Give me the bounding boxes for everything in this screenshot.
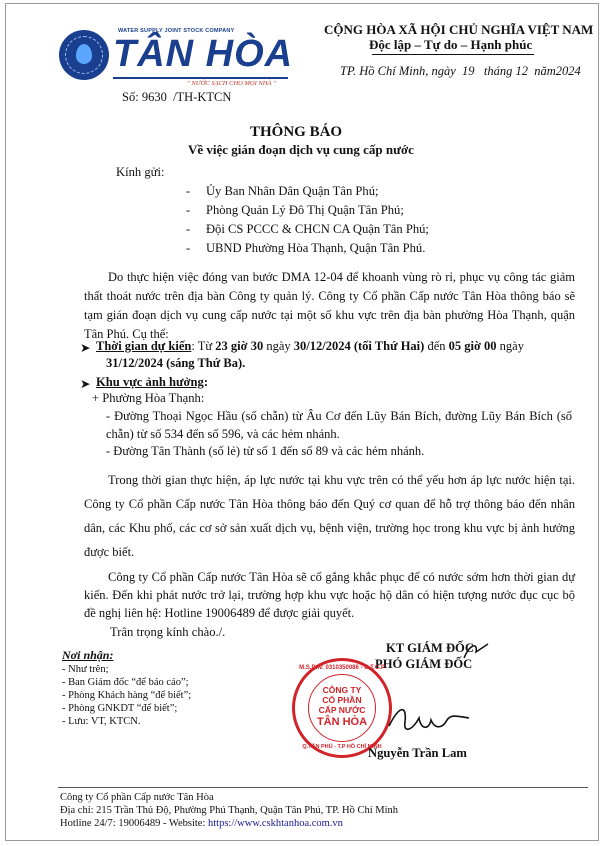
copy-recipient-item: - Như trên;: [62, 664, 109, 675]
footer-divider: [58, 787, 588, 788]
copy-recipients-label: Nơi nhận:: [62, 648, 114, 662]
recipient-item: - Ủy Ban Nhân Dân Quận Tân Phú;: [186, 184, 379, 198]
intro-paragraph: Do thực hiện việc đóng van bước DMA 12-04 để khoanh vùng rò rỉ, phục vụ công tác giảm thất thoát nước trên địa bàn Công ty quản lý. Công ty Cổ phần Cấp nước Tân Hòa thông báo sẽ tạm gián đoạn dịch vụ cung cấp nước tại một số khu vực trên địa bàn phường Hòa Thạnh, quận Tân Phú. Cụ thể:: [84, 270, 575, 341]
handwritten-signature: [385, 700, 475, 740]
motto-underline: [372, 54, 534, 55]
affected-street-2: - Đường Tân Thành (số lẻ) từ số 1 đến số 89 và các hẻm nhánh.: [106, 444, 425, 458]
ward-name: + Phường Hòa Thạnh:: [92, 391, 205, 405]
copy-recipient-item: - Lưu: VT, KTCN.: [62, 716, 141, 727]
time-expected: Thời gian dự kiến: Từ 23 giờ 30 ngày 30/12/2024 (tối Thứ Hai) đến 05 giờ 00 ngày 31/12/2024 (sáng Thứ Ba).: [96, 339, 524, 370]
website-link[interactable]: https://www.cskhtanhoa.com.vn: [208, 818, 343, 829]
arrow-bullet-icon: ➤: [80, 377, 91, 391]
copy-recipient-item: - Phòng Khách hàng “để biết”;: [62, 690, 192, 701]
logo-rule: [113, 77, 288, 79]
copy-recipient-item: - Phòng GNKDT “để biết”;: [62, 703, 178, 714]
recipient-item: - UBND Phường Hòa Thạnh, Quận Tân Phú.: [186, 241, 426, 255]
footer-address: Địa chỉ: 215 Trần Thủ Độ, Phường Phú Thạnh, Quận Tân Phú, TP. Hồ Chí Minh: [60, 805, 399, 816]
document-date: TP. Hồ Chí Minh, ngày 19 tháng 12 năm2024: [340, 64, 581, 78]
recipient-item: - Đội CS PCCC & CHCN CA Quận Tân Phú;: [186, 222, 429, 236]
logo-company-english: WATER SUPPLY JOINT STOCK COMPANY: [118, 28, 235, 34]
recipient-item: - Phòng Quản Lý Đô Thị Quận Tân Phú;: [186, 203, 404, 217]
country-name: CỘNG HÒA XÃ HỘI CHỦ NGHĨA VIỆT NAM: [324, 22, 594, 37]
resolution-paragraph: Công ty Cổ phần Cấp nước Tân Hòa sẽ cố gắng khắc phục để có nước sớm hơn thời gian dự kiến. Đến khi phát nước trở lại, trường hợp khu vực hoặc hộ dân có hiện tượng nước đục cục bộ đề nghị liên hệ: Hotline 19006489 để được giải quyết.: [84, 570, 575, 620]
arrow-bullet-icon: ➤: [80, 341, 91, 355]
footer-contact: Hotline 24/7: 19006489 - Website: https://www.cskhtanhoa.com.vn: [60, 818, 343, 829]
document-subtitle: Về việc gián đoạn dịch vụ cung cấp nước: [188, 142, 414, 157]
copy-recipient-item: - Ban Giám đốc “để báo cáo”;: [62, 677, 189, 688]
closing-line: Trân trọng kính chào./.: [110, 625, 226, 639]
company-seal-stamp: M.S.D.N: 0310350086 - C.T.C.P CÔNG TY CỔ PHẦN CẤP NƯỚC TÂN HÒA Q.TÂN PHÚ - T.P HỒ CHÍ MINH: [292, 658, 392, 758]
company-logo: [55, 18, 300, 88]
signature-flourish: [462, 640, 492, 664]
logo-brand-name: TÂN HÒA: [113, 33, 294, 75]
signer-role-1: KT GIÁM ĐỐC: [386, 641, 474, 655]
pressure-paragraph: Trong thời gian thực hiện, áp lực nước tại khu vực trên có thể yếu hơn áp lực nước hiện tại. Công ty Cổ phần Cấp nước Tân Hòa thông báo đến Quý cơ quan để hỗ trợ thông báo đến nhân dân, các Khu phố, các cơ sở sản xuất dịch vụ, bệnh viện, trường học trong khu vực bị ảnh hưởng được biết.: [84, 473, 575, 559]
document-title: THÔNG BÁO: [250, 124, 343, 140]
logo-emblem-icon: [59, 30, 109, 80]
area-label: Khu vực ảnh hưởng:: [96, 375, 209, 389]
logo-slogan: " NƯỚC SẠCH CHO MỌI NHÀ ": [187, 80, 276, 87]
footer-company: Công ty Cổ phần Cấp nước Tân Hòa: [60, 792, 214, 803]
national-motto: Độc lập – Tự do – Hạnh phúc: [369, 37, 533, 52]
affected-street-1: - Đường Thoại Ngọc Hầu (số chẵn) từ Âu Cơ đến Lũy Bán Bích, đường Lũy Bán Bích (số chẵn) từ số 534 đến số 596, và các hẻm nhánh.: [106, 409, 572, 441]
signer-role-2: PHÓ GIÁM ĐỐC: [375, 657, 473, 671]
document-number: Số: 9630 /TH-KTCN: [122, 90, 232, 104]
signer-name: Nguyễn Trần Lam: [368, 746, 467, 760]
recipients-label: Kính gửi:: [116, 165, 165, 179]
